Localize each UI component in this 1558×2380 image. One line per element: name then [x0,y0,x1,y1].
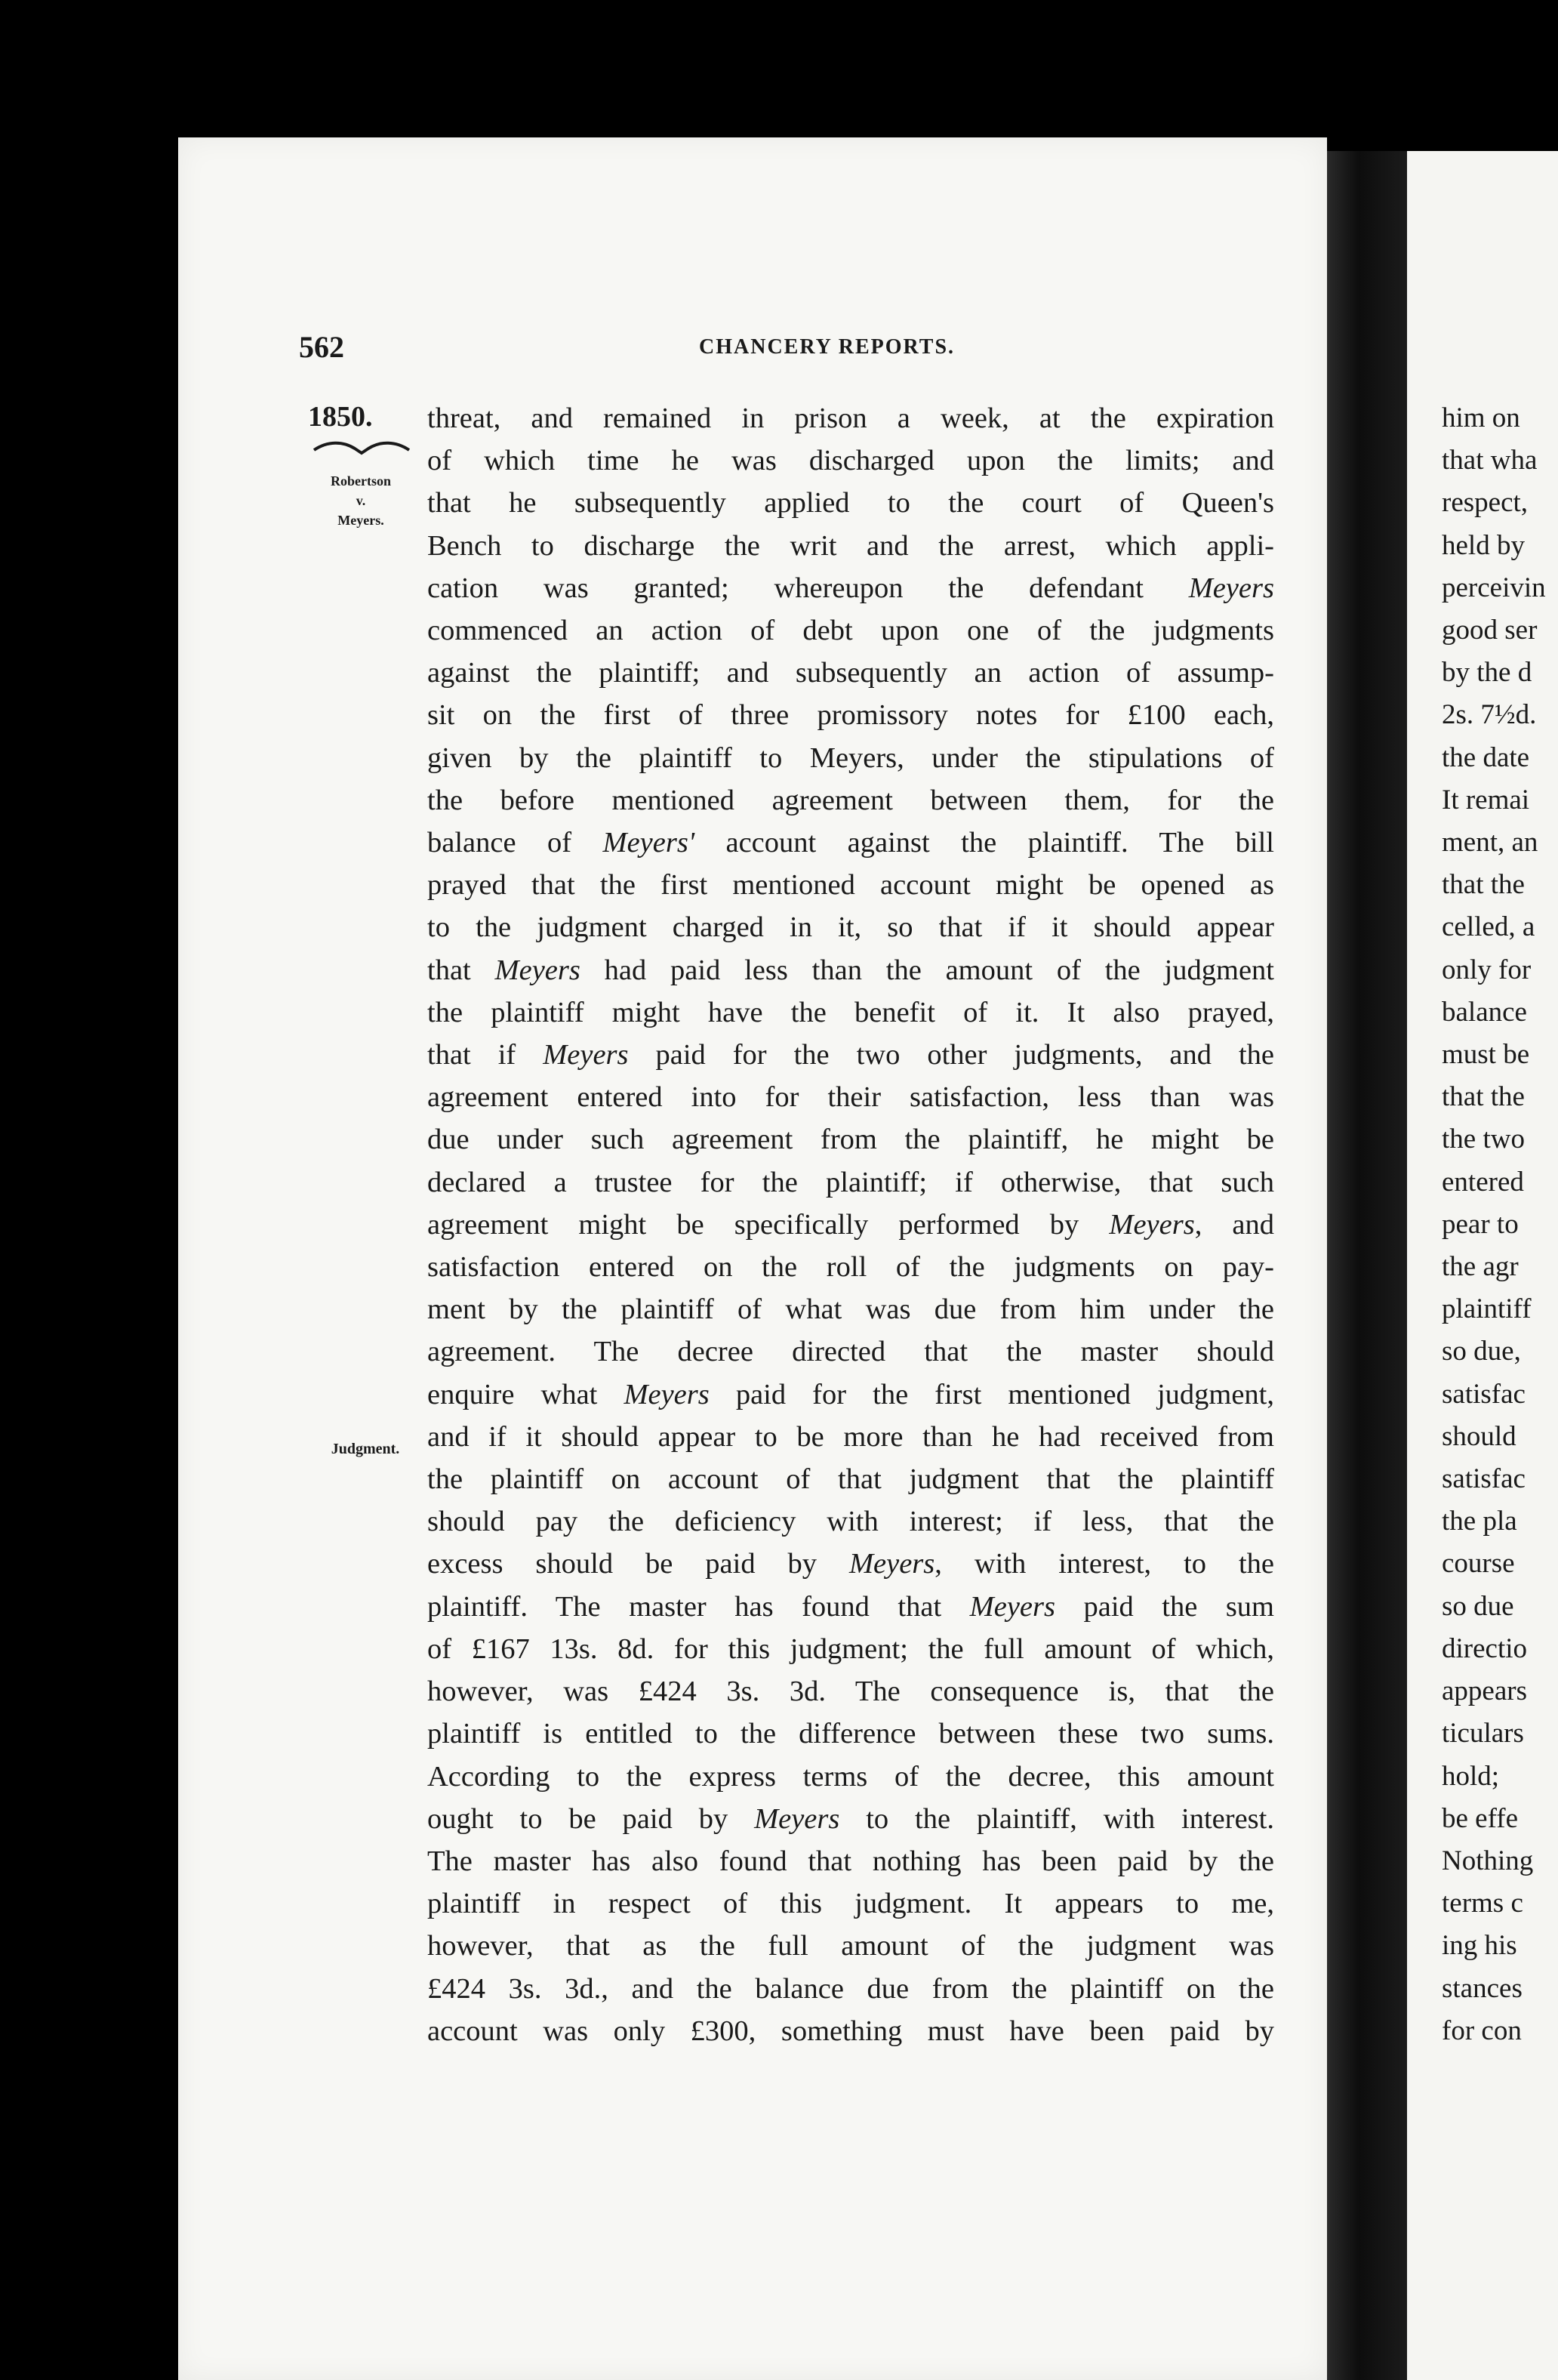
body-text [427,397,1274,2052]
text-line: Bench to discharge the writ and the arrest, which appli- [427,529,1274,562]
right-page-line: the two [1442,1124,1525,1155]
right-page-line: should [1442,1420,1516,1452]
text-line: cation was granted; whereupon the defendant Meyers [427,572,1274,604]
italic-name: Meyers [494,954,580,986]
text-line: plaintiff in respect of this judgment. It appears to me, [427,1888,1274,1920]
text-line: ought to be paid by Meyers to the plaintiff, with interest. [427,1802,1274,1835]
right-page-line: hold; [1442,1760,1500,1792]
text-line: declared a trustee for the plaintiff; if otherwise, that such [427,1166,1274,1198]
right-page-line: perceivin [1442,572,1546,603]
case-name-line: Meyers. [337,513,384,528]
text-line: prayed that the first mentioned account might be opened as [427,869,1274,902]
right-page-line: ing his [1442,1930,1517,1962]
text-line: of which time he was discharged upon the limits; and [427,445,1274,477]
italic-name: Meyers [624,1378,710,1410]
italic-name: Meyers [848,1548,935,1580]
text-line: commenced an action of debt upon one of the judgments [427,615,1274,647]
brace-ornament [313,438,411,456]
text-line: ment by the plaintiff of what was due from him under the [427,1293,1274,1326]
margin-judgment-label: Judgment. [331,1441,400,1457]
case-name-line: Robertson [331,473,391,489]
text-line: enquire what Meyers paid for the first mentioned judgment, [427,1378,1274,1410]
text-line: agreement might be specifically performed by Meyers, and [427,1208,1274,1241]
right-page-line: the agr [1442,1251,1519,1283]
right-page-line: be effe [1442,1802,1518,1834]
text-line: the before mentioned agreement between them, for the [427,784,1274,816]
text-line: excess should be paid by Meyers, with interest, to the [427,1548,1274,1580]
text-line: that he subsequently applied to the court of Queen's [427,487,1274,519]
right-page-line: plaintiff [1442,1293,1532,1325]
right-page-line: entered [1442,1166,1524,1198]
text-line: that if Meyers paid for the two other judgments, and the [427,1039,1275,1071]
text-line: satisfaction entered on the roll of the judgments on pay- [427,1251,1274,1284]
right-page-line: only for [1442,954,1532,985]
text-line: plaintiff. The master has found that Meyers paid the sum [427,1590,1274,1623]
right-page-line: that wha [1442,445,1538,476]
italic-name: Meyers' [602,827,695,859]
right-page-line: course [1442,1548,1515,1580]
right-page-line: ment, an [1442,827,1538,859]
right-page-line: appears [1442,1676,1527,1707]
right-page-line: Nothing [1442,1845,1534,1876]
text-line: balance of Meyers' account against the plaintiff. The bill [427,827,1274,859]
text-line: plaintiff is entitled to the difference between these two sums. [427,1718,1274,1750]
right-page-line: stances [1442,1972,1523,2004]
text-line: threat, and remained in prison a week, at the expiration [427,402,1274,434]
text-line: £424 3s. 3d., and the balance due from the plaintiff on the [427,1972,1274,2005]
right-page-line: so due [1442,1590,1514,1622]
text-line: sit on the first of three promissory notes for £100 each, [427,699,1274,732]
right-page-line: must be [1442,1039,1530,1071]
italic-name: Meyers [1188,572,1274,604]
right-page-line: the pla [1442,1506,1517,1537]
text-line: agreement entered into for their satisfaction, less than was [427,1081,1274,1114]
text-line: account was only £300, something must have been paid by [427,2015,1274,2047]
right-page-line: the date [1442,741,1530,773]
text-line: the plaintiff on account of that judgment that the plaintiff [427,1463,1274,1496]
right-page-line: respect, [1442,487,1529,519]
right-page-text [1442,397,1546,2052]
right-page-line: celled, a [1442,911,1535,943]
text-line: given by the plaintiff to Meyers, under the stipulations of [427,741,1274,774]
text-line: The master has also found that nothing has been paid by the [427,1845,1274,1877]
right-page-line: that the [1442,869,1525,901]
right-page-line: so due, [1442,1336,1521,1367]
page-gutter [1327,151,1407,2380]
right-page-line: satisfac [1442,1378,1526,1410]
text-line: however, that as the full amount of the judgment was [427,1930,1274,1962]
italic-name: Meyers [969,1590,1055,1623]
text-line: of £167 13s. 8d. for this judgment; the full amount of which, [427,1632,1274,1665]
right-page-line: satisfac [1442,1463,1526,1495]
text-line: should pay the deficiency with interest; if less, that the [427,1506,1274,1538]
right-page-line: terms c [1442,1888,1523,1919]
right-page-line: him on [1442,402,1520,433]
text-line: the plaintiff might have the benefit of it. It also prayed, [427,996,1274,1028]
right-page-line: that the [1442,1081,1525,1113]
text-line: to the judgment charged in it, so that if it should appear [427,911,1274,944]
right-page-line: directio [1442,1632,1528,1664]
text-line: that Meyers had paid less than the amount of the judgment [427,954,1274,986]
case-name-line: v. [356,493,366,508]
text-line: against the plaintiff; and subsequently an action of assump- [427,657,1274,689]
right-page-line: balance [1442,996,1527,1028]
text-line: agreement. The decree directed that the master should [427,1336,1274,1368]
margin-case-name [308,471,414,530]
italic-name: Meyers [543,1039,629,1071]
right-page-line: good ser [1442,615,1538,646]
right-page-line: pear to [1442,1208,1519,1240]
running-head: CHANCERY REPORTS. [699,335,956,359]
right-page-line: ticulars [1442,1718,1524,1750]
italic-name: Meyers [1109,1208,1195,1241]
margin-year: 1850. [308,401,373,433]
right-page-line: It remai [1442,784,1530,815]
page-number: 562 [299,330,344,364]
italic-name: Meyers [754,1802,840,1835]
text-line: According to the express terms of the decree, this amount [427,1760,1274,1793]
right-page-line: by the d [1442,657,1532,689]
right-page-line: for con [1442,2015,1522,2046]
right-page-line: 2s. 7½d. [1442,699,1537,731]
text-line: due under such agreement from the plaintiff, he might be [427,1124,1274,1156]
text-line: however, was £424 3s. 3d. The consequence is, that the [427,1676,1274,1708]
right-page-line: held by [1442,529,1525,561]
text-line: and if it should appear to be more than he had received from [427,1420,1274,1453]
